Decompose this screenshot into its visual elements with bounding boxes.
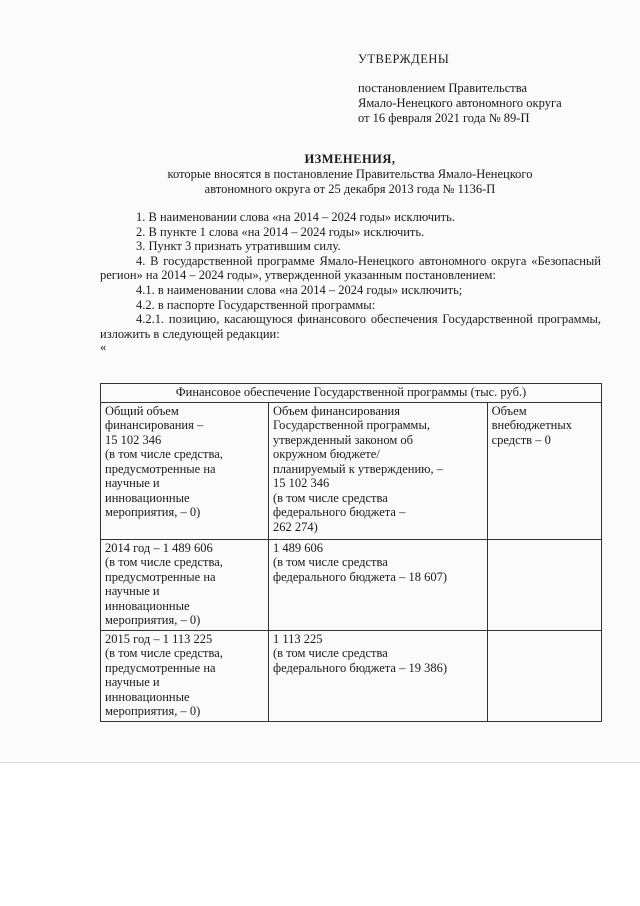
table-header: Финансовое обеспечение Государственной программы (тыс. руб.) [101, 384, 602, 403]
cell-line: инновационные [105, 689, 190, 704]
table-row [101, 630, 602, 721]
cell-line: 1 113 225 [273, 631, 323, 646]
cell-line: (в том числе средства [273, 646, 388, 660]
cell-line: окружном бюджете/ [273, 447, 380, 461]
table-cell [101, 402, 269, 539]
table-cell [269, 402, 488, 539]
paragraph: 4. В государственной программе Ямало-Ненецкого автономного округа «Безопасный регион» на 2014 – 2024 годы», утвержденной указанным постановлением: [100, 253, 601, 283]
approval-line: постановлением Правительства [358, 81, 528, 95]
paragraph: 2. В пункте 1 слова «на 2014 – 2024 годы» исключить. [136, 224, 425, 239]
financing-table [100, 383, 602, 722]
approval-line: Ямало-Ненецкого автономного округа [358, 96, 562, 110]
blank-area [0, 762, 640, 906]
cell-line: федерального бюджета – 19 386) [273, 660, 448, 675]
cell-line: Общий объем [105, 403, 179, 418]
approval-block [358, 52, 562, 126]
table-row [101, 402, 602, 539]
approval-line: от 16 февраля 2021 года № 89-П [358, 111, 530, 125]
paragraph: 4.2.1. позицию, касающуюся финансового обеспечения Государственной программы, изложить в следующей редакции: [100, 312, 601, 341]
cell-line: научные и [105, 476, 160, 490]
cell-line: Объем [491, 403, 527, 418]
paragraph: 4.2. в паспорте Государственной программы: [136, 297, 376, 312]
cell-line: средств – 0 [491, 432, 551, 447]
cell-line: 262 274) [273, 519, 318, 534]
cell-line: предусмотренные на [105, 660, 216, 675]
cell-line: 1 489 606 [273, 540, 323, 555]
table-body [101, 402, 602, 721]
document-subtitle-line: автономного округа от 25 декабря 2013 года № 1136-П [204, 182, 496, 196]
table-cell [269, 539, 488, 630]
cell-line: Государственной программы, [273, 418, 430, 432]
table-cell [101, 539, 269, 630]
cell-line: мероприятия, – 0) [105, 613, 201, 627]
paragraph: 1. В наименовании слова «на 2014 – 2024 годы» исключить. [136, 210, 455, 224]
cell-line: (в том числе средства, [105, 447, 223, 461]
cell-line: федерального бюджета – 18 607) [273, 569, 448, 584]
cell-line: федерального бюджета – [273, 505, 406, 519]
cell-line: Объем финансирования [273, 403, 400, 418]
document-body [100, 210, 601, 353]
cell-line: утвержденный законом об [273, 432, 413, 447]
cell-line: научные и [105, 584, 160, 598]
cell-line: 15 102 346 [105, 432, 162, 447]
cell-line: планируемый к утверждению, – [273, 461, 443, 476]
quote-open-mark: « [100, 340, 107, 355]
cell-line: 2015 год – 1 113 225 [105, 631, 213, 646]
cell-line: (в том числе средства, [105, 646, 223, 660]
cell-line: предусмотренные на [105, 461, 216, 476]
table-cell [487, 402, 601, 539]
table-cell [269, 630, 488, 721]
cell-line: предусмотренные на [105, 569, 216, 584]
cell-line: внебюджетных [491, 418, 572, 432]
cell-line: инновационные [105, 598, 190, 613]
table-cell [487, 539, 601, 630]
cell-line: 2014 год – 1 489 606 [105, 540, 213, 555]
cell-line: (в том числе средства [273, 490, 388, 505]
approval-heading: УТВЕРЖДЕНЫ [358, 52, 450, 66]
cell-line: мероприятия, – 0) [105, 704, 201, 718]
table-row [101, 539, 602, 630]
document-title: ИЗМЕНЕНИЯ, [304, 152, 396, 166]
document-subtitle-line: которые вносятся в постановление Правительства Ямало-Ненецкого [167, 167, 533, 181]
table-cell [487, 630, 601, 721]
title-block [100, 152, 600, 197]
cell-line: инновационные [105, 490, 190, 505]
cell-line: финансирования – [105, 418, 204, 432]
cell-line: мероприятия, – 0) [105, 505, 201, 519]
cell-line: (в том числе средства [273, 555, 388, 569]
paragraph: 3. Пункт 3 признать утратившим силу. [136, 239, 341, 254]
cell-line: научные и [105, 675, 160, 689]
paragraph: 4.1. в наименовании слова «на 2014 – 2024 годы» исключить; [136, 282, 463, 297]
cell-line: (в том числе средства, [105, 555, 223, 569]
cell-line: 15 102 346 [273, 476, 330, 490]
table-cell [101, 630, 269, 721]
